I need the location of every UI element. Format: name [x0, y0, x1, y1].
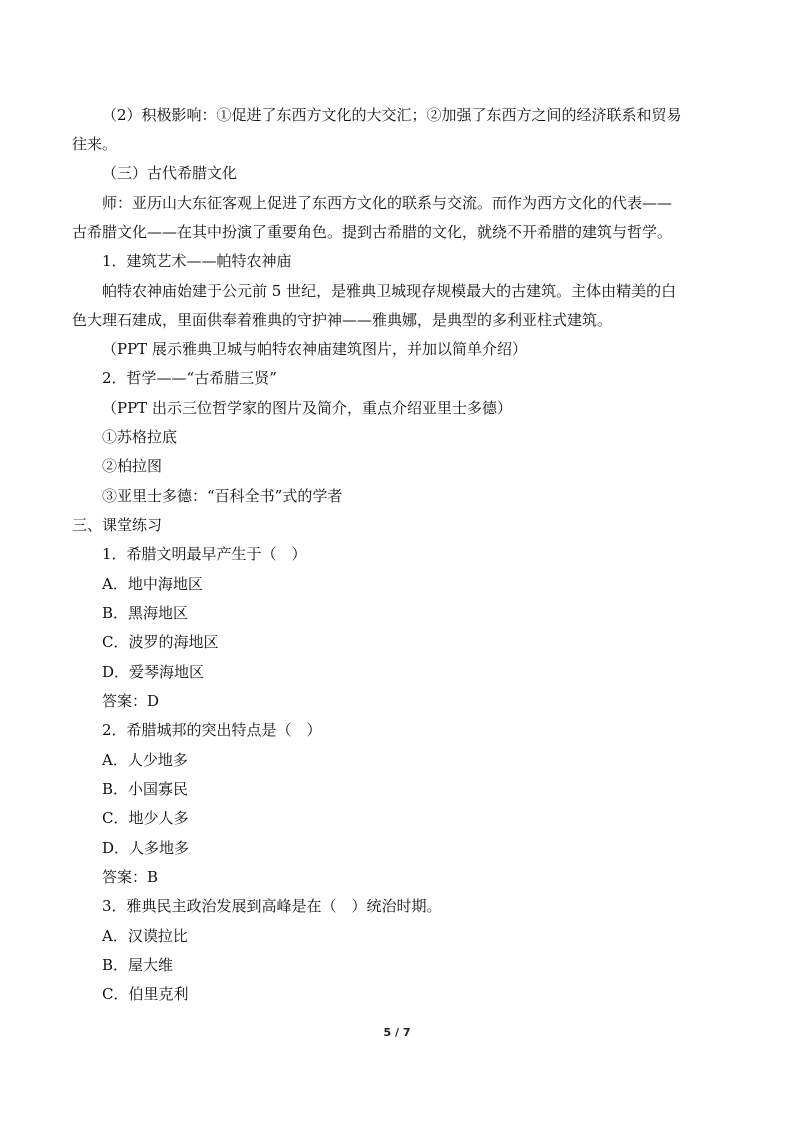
option: C．地少人多 — [102, 809, 189, 827]
section-heading: 三、课堂练习 — [72, 516, 163, 534]
answer: 答案：D — [102, 692, 160, 710]
answer: 答案：B — [102, 868, 159, 886]
list-item: ③亚里士多德：“百科全书”式的学者 — [102, 487, 343, 505]
text-line: 帕特农神庙始建于公元前 5 世纪，是雅典卫城现存规模最大的古建筑。主体由精美的白 — [102, 282, 677, 300]
subsection-heading: 2．哲学——“古希腊三贤” — [102, 369, 277, 387]
text-line: 师：亚历山大东征客观上促进了东西方文化的联系与交流。而作为西方文化的代表—— — [102, 194, 673, 212]
text-line: 色大理石建成，里面供奉着雅典的守护神——雅典娜，是典型的多利亚柱式建筑。 — [72, 311, 613, 329]
option: B．小国寡民 — [102, 780, 189, 798]
question: 1．希腊文明最早产生于（ ） — [102, 545, 307, 563]
page-number: 5 / 7 — [383, 1026, 411, 1039]
list-item: ②柏拉图 — [102, 457, 163, 475]
text-line: （2）积极影响：①促进了东西方文化的大交汇；②加强了东西方之间的经济联系和贸易 — [102, 106, 682, 124]
text-line: （PPT 展示雅典卫城与帕特农神庙建筑图片，并加以简单介绍） — [102, 340, 527, 358]
question: 2．希腊城邦的突出特点是（ ） — [102, 721, 322, 739]
option: A．地中海地区 — [102, 575, 203, 593]
text-line: 古希腊文化——在其中扮演了重要角色。提到古希腊的文化，就绕不开希腊的建筑与哲学。 — [72, 223, 673, 241]
subsection-heading: 1．建筑艺术——帕特农神庙 — [102, 252, 292, 270]
option: A．人少地多 — [102, 751, 188, 769]
question: 3．雅典民主政治发展到高峰是在（ ）统治时期。 — [102, 897, 442, 915]
option: C．波罗的海地区 — [102, 633, 219, 651]
option: D．人多地多 — [102, 839, 190, 857]
option: D．爱琴海地区 — [102, 663, 205, 681]
option: B．黑海地区 — [102, 604, 189, 622]
option: B．屋大维 — [102, 956, 174, 974]
text-line: （PPT 出示三位哲学家的图片及简介，重点介绍亚里士多德） — [102, 399, 512, 417]
option: C．伯里克利 — [102, 985, 189, 1003]
list-item: ①苏格拉底 — [102, 428, 178, 446]
option: A．汉谟拉比 — [102, 927, 188, 945]
section-heading: （三）古代希腊文化 — [102, 164, 238, 182]
text-line: 往来。 — [72, 135, 118, 153]
